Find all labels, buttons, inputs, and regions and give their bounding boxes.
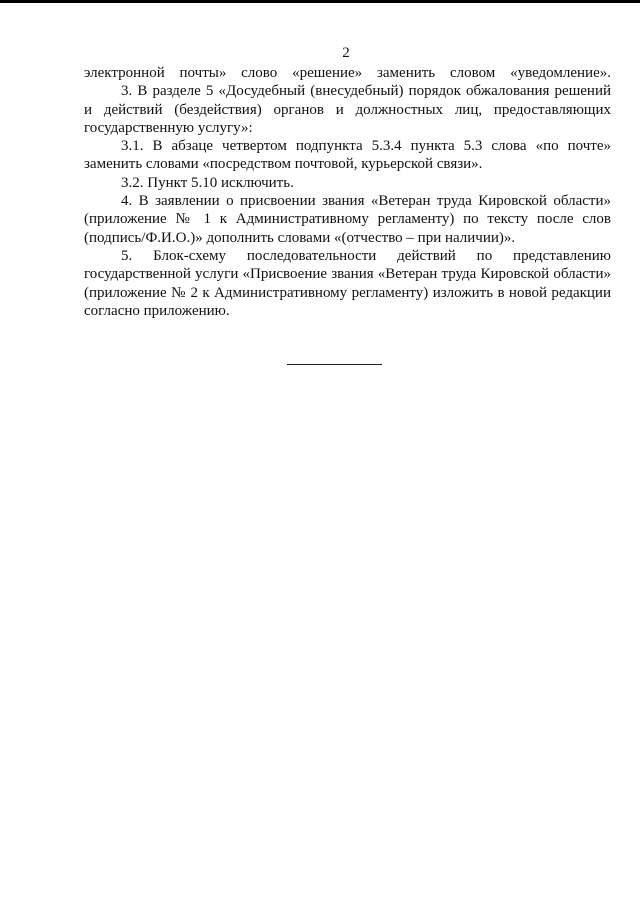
document-body: [84, 64, 611, 320]
paragraph-continuation: электронной почты» слово «решение» заменить словом «уведомление».: [84, 65, 611, 81]
paragraph-item-3-1: 3.1. В абзаце четвертом подпункта 5.3.4 пункта 5.3 слова «по почте» заменить словами «посредством почтовой, курьерской связи».: [84, 138, 611, 173]
paragraph-item-3: 3. В разделе 5 «Досудебный (внесудебный) порядок обжалования решений и действий (бездействия) органов и должностных лиц, предоставляющих государственную услугу»:: [84, 83, 611, 136]
paragraph-item-4: 4. В заявлении о присвоении звания «Ветеран труда Кировской области» (приложение № 1 к Административному регламенту) по тексту после слов (подпись/Ф.И.О.)» дополнить словами «(отчество – при наличии)».: [84, 193, 611, 246]
paragraph-item-5: 5. Блок-схему последовательности действий по представлению государственной услуги «Присвоение звания «Ветеран труда Кировской области» (приложение № 2 к Административному регламенту) изложить в новой редакции согласно приложению.: [84, 247, 611, 319]
page-number: 2: [342, 45, 350, 61]
paragraph-item-3-2: 3.2. Пункт 5.10 исключить.: [121, 174, 294, 191]
closing-divider-line: [287, 364, 382, 365]
scan-edge: [0, 0, 640, 3]
